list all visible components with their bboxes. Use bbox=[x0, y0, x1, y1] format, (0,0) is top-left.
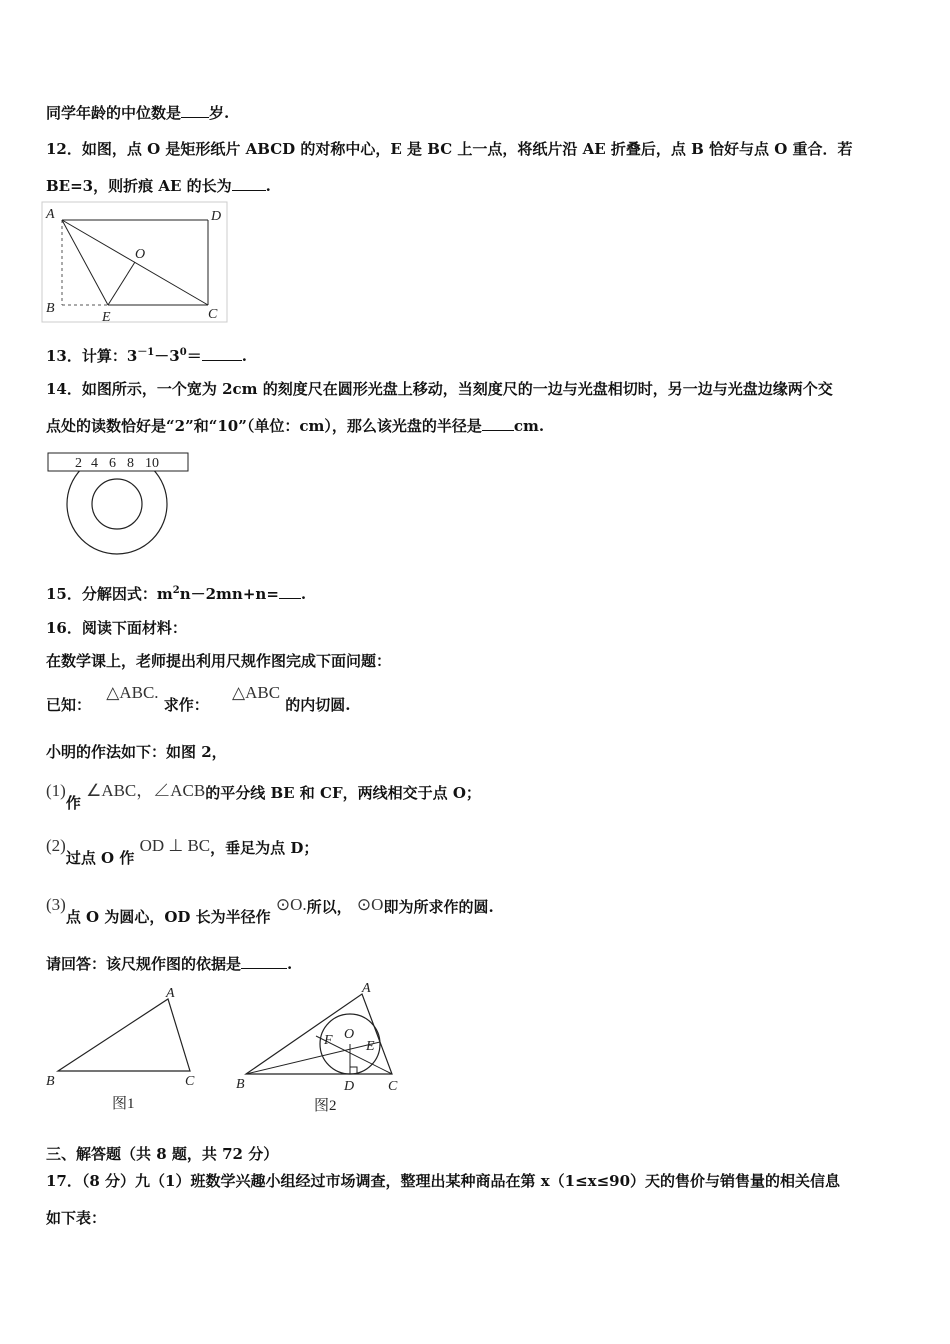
q15-blank bbox=[279, 584, 301, 599]
q14-disc-inner bbox=[92, 479, 142, 529]
q16-figure-1 bbox=[40, 983, 210, 1113]
q16-intro: 在数学课上，老师提出利用尺规作图完成下面问题： bbox=[46, 652, 392, 670]
q14-figure bbox=[45, 448, 195, 560]
fig2-label-d: D bbox=[344, 1079, 355, 1094]
q16-step1-m1: ∠ABC bbox=[86, 781, 137, 800]
q16-blank bbox=[241, 954, 287, 969]
q16-step2-a: 过点 O 作 bbox=[65, 849, 135, 867]
q13-exp1: －1 bbox=[137, 347, 155, 358]
q12-line1: 12．如图，点 O 是矩形纸片 ABCD 的对称中心，E 是 BC 上一点，将纸片沿 AE 折叠后，点 B 恰好与点 O 重合．若 bbox=[46, 140, 853, 158]
q12-label-b: B bbox=[46, 301, 55, 316]
q16-ask-label: 求作： bbox=[163, 696, 209, 714]
q13-exp2: 0 bbox=[179, 347, 187, 358]
q11-blank bbox=[181, 103, 209, 118]
q16-step1-a: 作 bbox=[65, 794, 81, 812]
q16-step2 bbox=[46, 835, 318, 867]
q16-title: 16．阅读下面材料： bbox=[46, 619, 187, 637]
q16-step1-sep: ， bbox=[136, 781, 154, 800]
q14-tick-10: 10 bbox=[145, 456, 159, 471]
fig1-label-b: B bbox=[46, 1074, 55, 1089]
q12-label-o: O bbox=[135, 247, 146, 262]
q16-step3-m1: ⊙O. bbox=[275, 895, 307, 914]
q16-known-label: 已知： bbox=[46, 696, 92, 714]
q14-tick-8: 8 bbox=[127, 456, 134, 471]
fig2-label-o: O bbox=[344, 1027, 355, 1042]
fig2-label-a: A bbox=[362, 981, 371, 996]
q12-line2: BE=3，则折痕 AE 的长为 . bbox=[46, 177, 271, 195]
q12-segment-eo bbox=[108, 262, 135, 305]
q12-blank bbox=[232, 176, 266, 191]
fig1-label-a: A bbox=[166, 986, 175, 1001]
q16-step2-b: ，垂足为点 D； bbox=[210, 839, 319, 857]
q12-label-e: E bbox=[102, 310, 111, 325]
q11-unit: 岁 bbox=[209, 104, 225, 122]
q16-step3-a: 点 O 为圆心，OD 长为半径作 bbox=[65, 908, 271, 926]
q14-blank bbox=[482, 416, 514, 431]
q16-answer-prompt: 请回答：该尺规作图的依据是 bbox=[46, 955, 242, 973]
q12-fold-ae bbox=[62, 220, 108, 305]
fig1-caption: 图1 bbox=[112, 1096, 135, 1112]
fig2-triangle bbox=[246, 994, 392, 1074]
q14-line1: 14．如图所示，一个宽为 2cm 的刻度尺在圆形光盘上移动，当刻度尺的一边与光盘相切时，另一边与光盘边缘两个交 bbox=[46, 380, 833, 398]
q16-step3-c: 即为所求作的圆. bbox=[383, 898, 494, 916]
fig2-label-c: C bbox=[388, 1079, 398, 1094]
fig2-label-f: F bbox=[324, 1033, 333, 1048]
q12-line2-text: BE=3，则折痕 AE 的长为 bbox=[46, 177, 232, 195]
q16-step1-b: 的平分线 BE 和 CF，两线相交于点 O； bbox=[205, 784, 481, 802]
q16-step3 bbox=[46, 894, 494, 926]
q16-ask-suffix: 的内切圆. bbox=[285, 696, 351, 714]
q13-blank bbox=[202, 346, 242, 361]
q16-step1 bbox=[46, 776, 481, 812]
q15: 15．分解因式：$m^2n-2mn+n=$ . bbox=[46, 585, 307, 603]
q16-step3-num: (3) bbox=[46, 895, 66, 914]
q16-known-line bbox=[46, 682, 351, 716]
q17-line1: 17．（8 分）九（1）班数学兴趣小组经过市场调查，整理出某种商品在第 x（1≤x≤90）天的售价与销售量的相关信息 bbox=[46, 1172, 841, 1190]
q16-known-math: △ABC. bbox=[106, 683, 159, 702]
q15-exp: 2 bbox=[172, 585, 180, 596]
q16-step2-m1: OD ⊥ BC bbox=[139, 836, 211, 855]
q16-ask-math: △ABC bbox=[232, 683, 281, 702]
q12-label-a: A bbox=[46, 207, 55, 222]
q15-prefix: 15．分解因式：m bbox=[46, 585, 173, 603]
section-3-heading: 三、解答题（共 8 题，共 72 分） bbox=[46, 1145, 279, 1163]
fig1-triangle bbox=[58, 999, 190, 1071]
q14-tick-6: 6 bbox=[109, 456, 116, 471]
q14-tick-2: 2 bbox=[75, 456, 82, 471]
q16-answer-line: 请回答：该尺规作图的依据是 . bbox=[46, 955, 293, 973]
fig2-label-e: E bbox=[366, 1039, 375, 1054]
q12-label-c: C bbox=[208, 307, 218, 322]
q13-mid: －3 bbox=[154, 347, 180, 365]
q11-text: 同学年龄的中位数是 bbox=[46, 104, 182, 122]
q14-line2-text: 点处的读数恰好是“2”和“10”（单位：cm），那么该光盘的半径是 bbox=[46, 417, 482, 435]
q16-step2-num: (2) bbox=[46, 836, 66, 855]
fig2-label-b: B bbox=[236, 1077, 245, 1092]
q16-step1-m2: ∠ACB bbox=[153, 781, 206, 800]
q13-prefix: 13．计算：3 bbox=[46, 347, 138, 365]
q12-figure bbox=[40, 200, 230, 325]
q13: 13．计算：$3^{-1}-3^0=$ . bbox=[46, 347, 247, 365]
q16-step1-num: (1) bbox=[46, 781, 66, 800]
q15-suffix: n－2mn+n= bbox=[179, 585, 279, 603]
q14-unit: cm. bbox=[513, 417, 545, 435]
q13-suffix: ＝ bbox=[186, 347, 202, 365]
fig1-label-c: C bbox=[185, 1074, 195, 1089]
q16-method: 小明的作法如下：如图 2， bbox=[46, 743, 227, 761]
q12-label-d: D bbox=[211, 209, 222, 224]
q16-step3-m2: ⊙O bbox=[356, 895, 384, 914]
q14-tick-4: 4 bbox=[91, 456, 98, 471]
fig2-caption: 图2 bbox=[314, 1098, 337, 1114]
q16-figure-2 bbox=[232, 980, 412, 1120]
q14-line2 bbox=[46, 415, 544, 436]
q17-line2: 如下表： bbox=[46, 1209, 107, 1227]
q11-tail: 同学年龄的中位数是 岁. bbox=[46, 104, 230, 122]
q16-step3-b: 所以， bbox=[306, 898, 352, 916]
q14-ruler bbox=[48, 453, 188, 471]
